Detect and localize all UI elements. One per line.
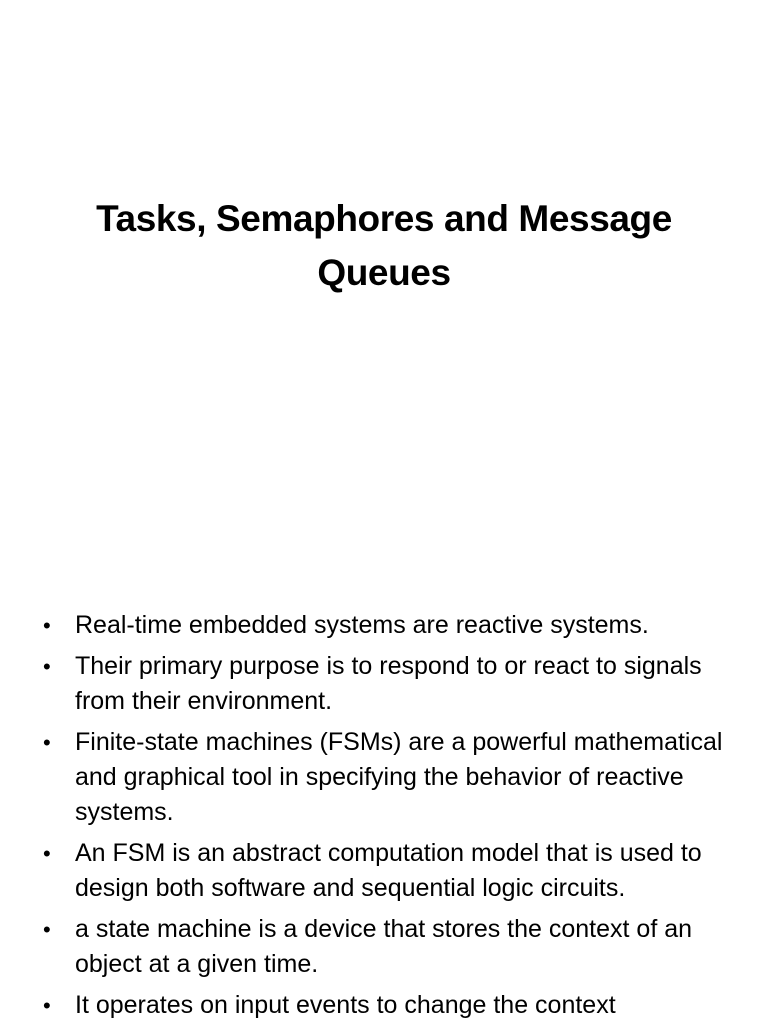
bullet-item: [0, 725, 768, 830]
bullet-text: Real-time embedded systems are reactive systems.: [75, 611, 649, 639]
bullet-item: [0, 836, 768, 906]
bullet-list: [0, 608, 768, 1029]
bullet-item: [0, 912, 768, 982]
bullet-icon: •: [43, 654, 51, 679]
bullet-icon: •: [43, 841, 51, 866]
bullet-icon: •: [43, 613, 51, 638]
bullet-icon: •: [43, 730, 51, 755]
bullet-item: [0, 608, 768, 643]
slide-title: Tasks, Semaphores and Message Queues: [96, 198, 672, 293]
bullet-text: Their primary purpose is to respond to or react to signals from their environment.: [75, 652, 702, 715]
bullet-icon: •: [43, 917, 51, 942]
bullet-text: a state machine is a device that stores the context of an object at a given time.: [75, 915, 693, 978]
bullet-text: It operates on input events to change the context: [75, 991, 616, 1019]
bullet-item: [0, 649, 768, 719]
bullet-icon: •: [43, 993, 51, 1018]
bullet-text: An FSM is an abstract computation model that is used to design both software and sequential logic circuits.: [75, 839, 702, 902]
bullet-text: Finite-state machines (FSMs) are a powerful mathematical and graphical tool in specifying the behavior of reactive systems.: [75, 728, 723, 826]
bullet-item: [0, 988, 768, 1023]
